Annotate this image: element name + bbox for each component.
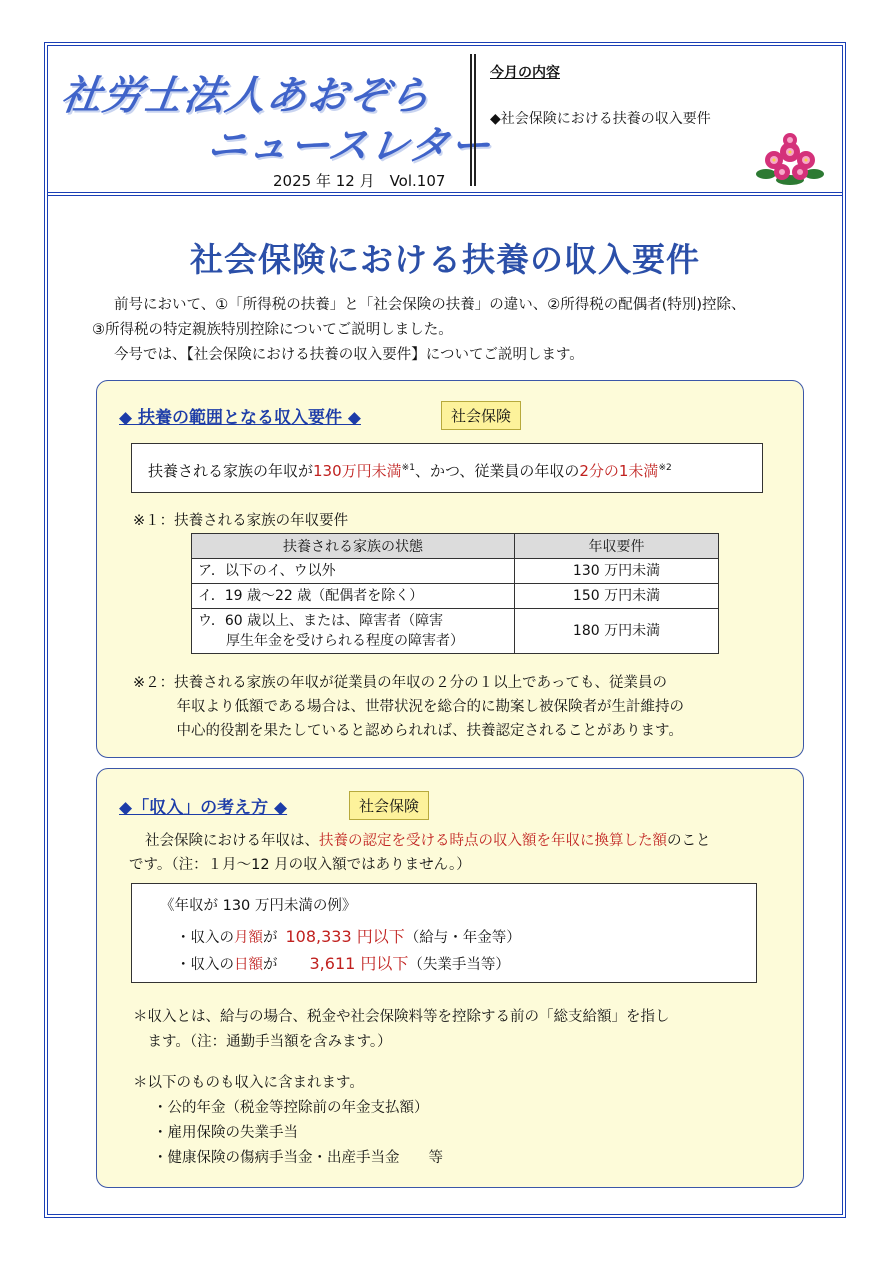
list-item: ・健康保険の傷病手当金・出産手当金 等 <box>153 1150 443 1166</box>
section2-heading: ◆「収入」の考え方 ◆ <box>119 798 288 818</box>
example-box <box>131 883 757 983</box>
issue-label: 2025 年 12 月 Vol.107 <box>273 172 446 190</box>
section2-paragraph-line: です。（注：１月～12 月の収入額ではありません。） <box>129 857 471 873</box>
example-daily <box>176 951 510 974</box>
example-daily-label: 日額 <box>234 957 263 973</box>
intro-line: ③所得税の特定親族特別控除についてご説明しました。 <box>92 322 453 338</box>
requirement-summary <box>131 443 763 493</box>
income-definition-box <box>96 768 804 1188</box>
note2 <box>133 671 684 743</box>
table-header: 年収要件 <box>515 534 719 559</box>
table-cell-requirement: 130 万円未満 <box>515 559 719 584</box>
newsletter-frame <box>44 42 846 1218</box>
income-definition-note <box>133 1005 670 1055</box>
paragraph-text: のこと <box>667 833 711 849</box>
newsletter-header <box>48 46 842 196</box>
example-daily-amount: 3,611 円以下 <box>309 954 409 973</box>
table-cell-state: イ．19 歳～22 歳（配偶者を除く） <box>192 584 515 609</box>
newsletter-title-line2: ニュースレター <box>204 123 495 169</box>
table-cell-requirement: 150 万円未満 <box>515 584 719 609</box>
req-note-ref1: ※1 <box>401 463 415 473</box>
paragraph-highlight: 扶養の認定を受ける時点の収入額を年収に換算した額 <box>319 833 667 849</box>
note1-label: ※１：扶養される家族の年収要件 <box>133 513 349 529</box>
header-divider <box>470 54 476 186</box>
intro-text <box>92 293 746 368</box>
example-title: 《年収が 130 万円未満の例》 <box>160 898 357 914</box>
req-limit-130: 130万円未満 <box>313 462 402 480</box>
newsletter-title-line1: 社労士法人あおぞら <box>58 73 434 119</box>
income-requirement-box <box>96 380 804 758</box>
req-note-ref2: ※2 <box>658 463 672 473</box>
list-item: ・公的年金（税金等控除前の年金支払額） <box>153 1100 429 1116</box>
example-monthly-label: 月額 <box>234 930 263 946</box>
contents-item: ◆社会保険における扶養の収入要件 <box>490 111 711 127</box>
example-text: ・収入の <box>176 957 234 973</box>
section2-paragraph <box>129 829 711 877</box>
table-header: 扶養される家族の状態 <box>192 534 515 559</box>
main-title: 社会保険における扶養の収入要件 <box>190 240 700 279</box>
req-text: 扶養される家族の年収が <box>148 462 314 480</box>
note-line: ＊収入とは、給与の場合、税金や社会保険料等を控除する前の「総支給額」を指し <box>133 1009 670 1025</box>
req-limit-half: 2分の1未満 <box>579 462 659 480</box>
note2-line: ※２：扶養される家族の年収が従業員の年収の２分の１以上であっても、従業員の <box>133 675 668 691</box>
example-monthly <box>176 924 521 947</box>
section2-paragraph-line <box>129 829 711 853</box>
income-includes-note <box>133 1071 443 1171</box>
example-text: （給与・年金等） <box>404 930 521 946</box>
note-line: ます。（注：通勤手当額を含みます。） <box>133 1034 392 1050</box>
table-cell-state <box>192 609 515 654</box>
example-text: が <box>263 930 278 946</box>
table-row <box>192 584 719 609</box>
paragraph-text: 社会保険における年収は、 <box>145 833 319 849</box>
example-text: が <box>263 957 278 973</box>
intro-line: 前号において、①「所得税の扶養」と「社会保険の扶養」の違い、②所得税の配偶者(特別)控除、 <box>114 297 746 313</box>
table-cell-requirement: 180 万円未満 <box>515 609 719 654</box>
example-text: ・収入の <box>176 930 234 946</box>
example-monthly-amount: 108,333 円以下 <box>285 927 405 946</box>
table-cell-state-line: 厚生年金を受けられる程度の障害者） <box>198 633 464 649</box>
section2-tag: 社会保険 <box>349 791 429 820</box>
poinsettia-icon <box>754 130 826 186</box>
list-item: ・雇用保険の失業手当 <box>153 1125 298 1141</box>
table-cell-state-line: ウ．60 歳以上、または、障害者（障害 <box>198 613 444 629</box>
requirement-table <box>191 533 719 654</box>
contents-title: 今月の内容 <box>490 65 560 81</box>
req-text: 、かつ、従業員の年収の <box>414 462 580 480</box>
note-line: ＊以下のものも収入に含まれます。 <box>133 1075 364 1091</box>
example-text: （失業手当等） <box>408 957 510 973</box>
table-row <box>192 609 719 654</box>
note2-line: 中心的役割を果たしていると認められれば、扶養認定されることがあります。 <box>133 723 683 739</box>
note2-line: 年収より低額である場合は、世帯状況を総合的に勘案し被保険者が生計維持の <box>133 699 684 715</box>
intro-line: 今号では、【社会保険における扶養の収入要件】についてご説明します。 <box>114 347 584 363</box>
section1-tag: 社会保険 <box>441 401 521 430</box>
table-row <box>192 559 719 584</box>
section1-heading: ◆ 扶養の範囲となる収入要件 ◆ <box>119 408 361 428</box>
table-cell-state: ア．以下のイ、ウ以外 <box>192 559 515 584</box>
